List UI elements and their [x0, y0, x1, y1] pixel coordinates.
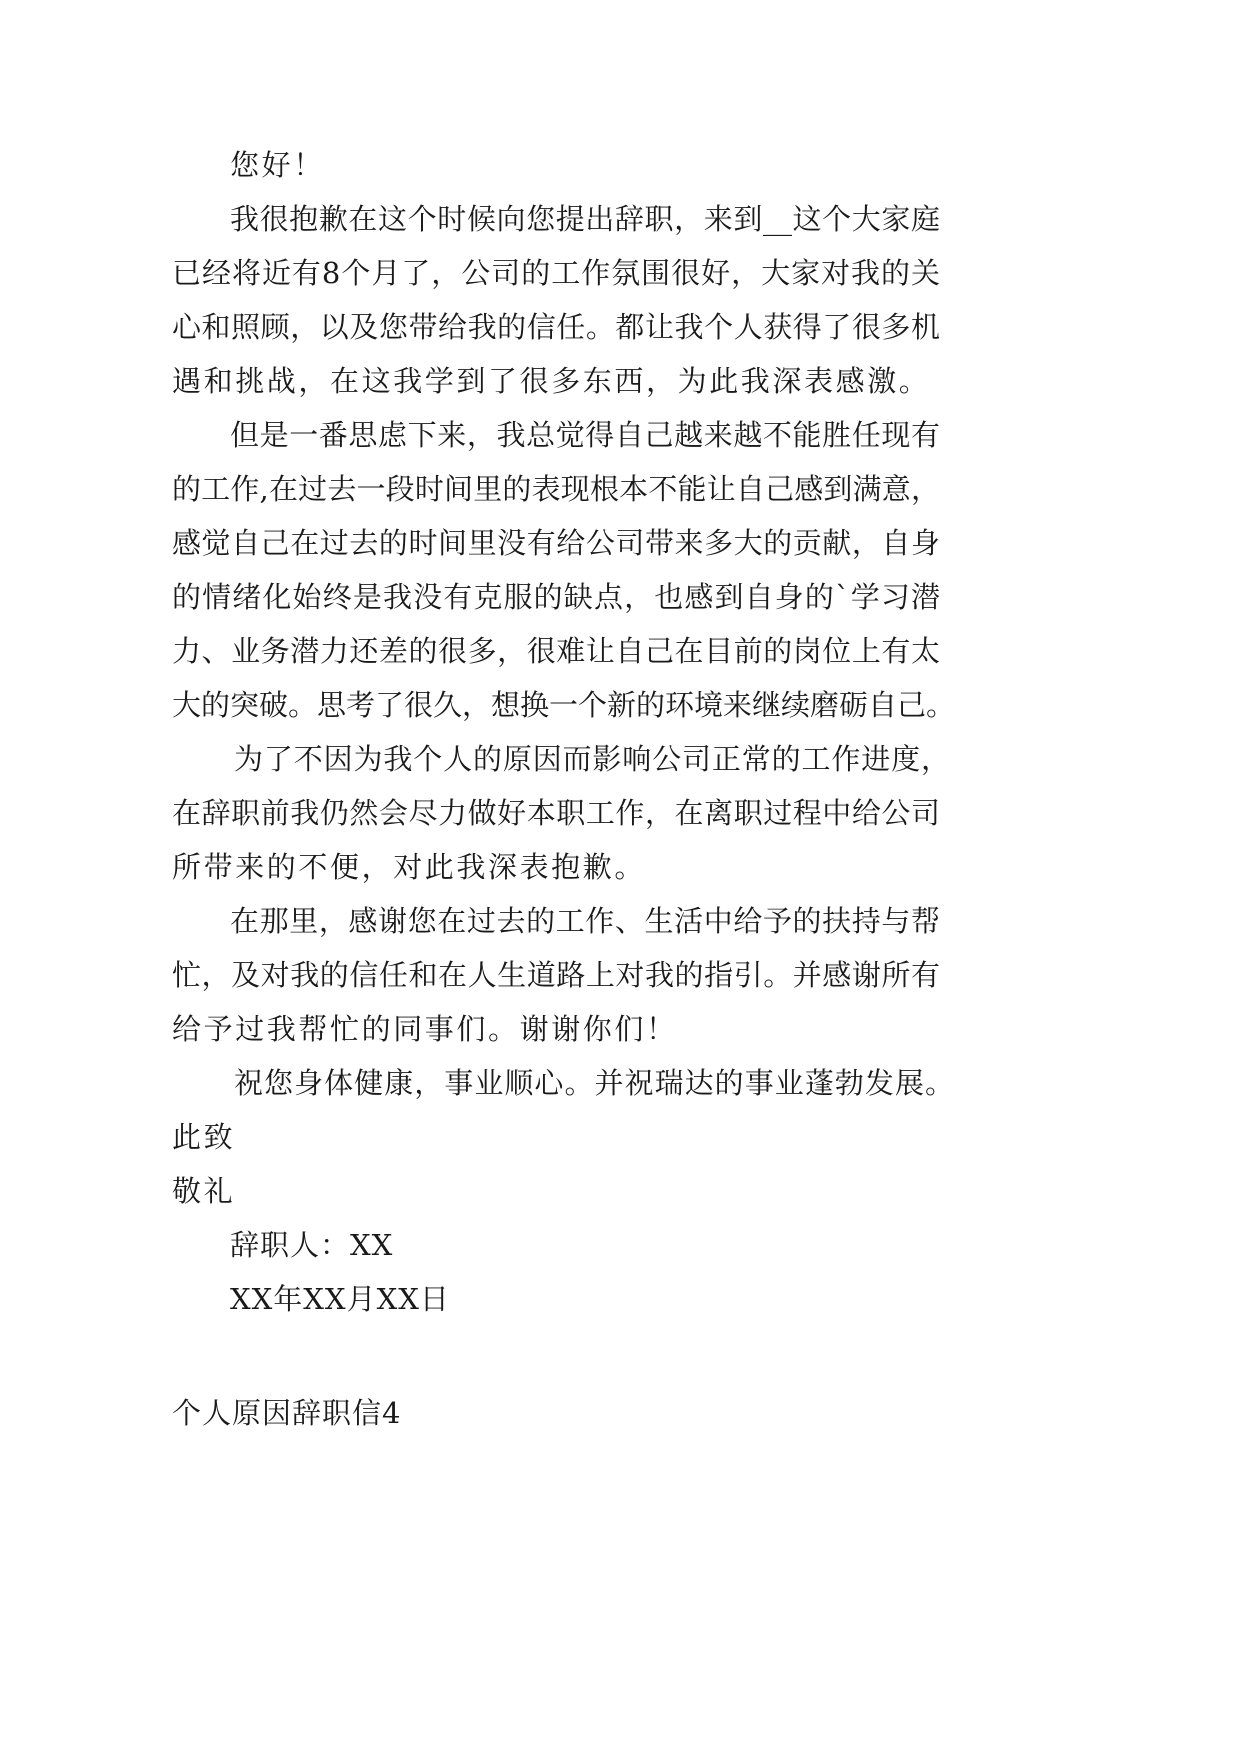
line-text: 心和照顾，以及您带给我的信任。都让我个人获得了很多机 — [172, 310, 940, 344]
paragraph-line — [0, 946, 1241, 1004]
paragraph-line — [0, 892, 1241, 950]
paragraph-line — [0, 190, 1241, 248]
date: XX年XX月XX日 — [230, 1282, 450, 1316]
signature: 辞职人：XX — [230, 1228, 394, 1262]
line-text: 的工作,在过去一段时间里的表现根本不能让自己感到满意， — [172, 472, 940, 506]
line-text: 祝您身体健康，事业顺心。并祝瑞达的事业蓬勃发展。 — [234, 1066, 954, 1100]
wishes-line — [0, 1054, 1241, 1112]
line-text: 力、业务潜力还差的很多，很难让自己在目前的岗位上有太 — [172, 634, 940, 668]
line-text: 为了不因为我个人的原因而影响公司正常的工作进度， — [234, 742, 950, 776]
line-text: 已经将近有8个月了，公司的工作氛围很好，大家对我的关 — [172, 256, 940, 290]
closing-jingli: 敬礼 — [172, 1174, 236, 1208]
line-text: 但是一番思虑下来，我总觉得自己越来越不能胜任现有 — [230, 418, 940, 452]
greeting: 您好！ — [230, 148, 325, 182]
paragraph-line — [0, 460, 1241, 518]
paragraph-line: 所带来的不便，对此我深表抱歉。 — [172, 850, 647, 884]
paragraph-line — [0, 244, 1241, 302]
line-text: 忙，及对我的信任和在人生道路上对我的指引。并感谢所有 — [172, 958, 940, 992]
line-text: 在辞职前我仍然会尽力做好本职工作，在离职过程中给公司 — [172, 796, 940, 830]
paragraph-line — [0, 514, 1241, 572]
line-text: 大的突破。思考了很久，想换一个新的环境来继续磨砺自己。 — [172, 688, 956, 722]
paragraph-line — [0, 568, 1241, 626]
paragraph-line — [0, 622, 1241, 680]
paragraph-line: 遇和挑战，在这我学到了很多东西，为此我深表感激。 — [172, 364, 931, 398]
paragraph-line — [0, 676, 1241, 734]
paragraph-line — [0, 406, 1241, 464]
line-text: 的情绪化始终是我没有克服的缺点，也感到自身的`学习潜 — [172, 580, 940, 614]
line-text: 我很抱歉在这个时候向您提出辞职，来到__这个大家庭 — [230, 202, 940, 236]
paragraph-line — [0, 730, 1241, 788]
closing-cizhi: 此致 — [172, 1120, 236, 1154]
paragraph-line: 给予过我帮忙的同事们。谢谢你们！ — [172, 1012, 678, 1046]
paragraph-line — [0, 298, 1241, 356]
next-section-title: 个人原因辞职信4 — [172, 1396, 402, 1430]
line-text: 在那里，感谢您在过去的工作、生活中给予的扶持与帮 — [230, 904, 940, 938]
line-text: 感觉自己在过去的时间里没有给公司带来多大的贡献，自身 — [172, 526, 940, 560]
paragraph-line — [0, 784, 1241, 842]
